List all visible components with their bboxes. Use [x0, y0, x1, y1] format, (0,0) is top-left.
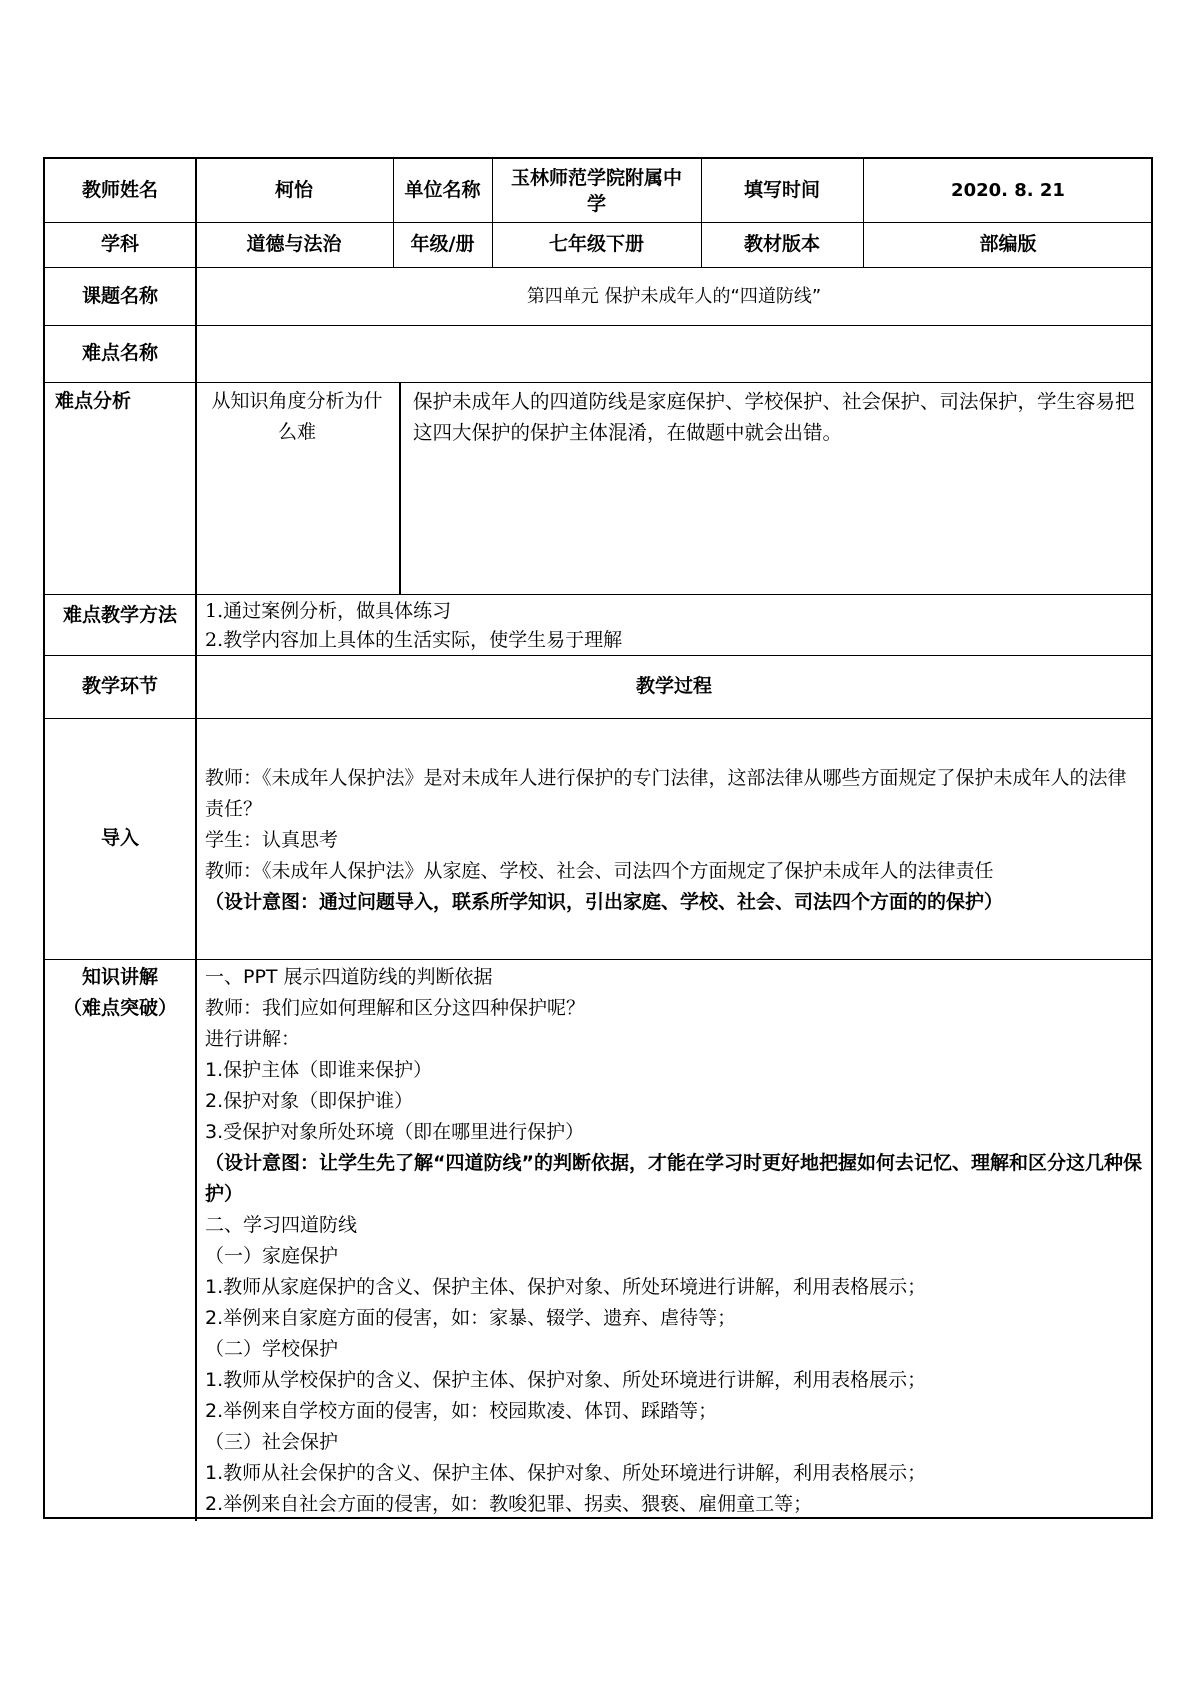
subject-value: 道德与法治 [246, 233, 342, 255]
knowledge-line: 进行讲解： [205, 1028, 301, 1050]
knowledge-line: 1.教师从社会保护的含义、保护主体、保护对象、所处环境进行讲解，利用表格展示； [205, 1462, 927, 1484]
intro-design-note: （设计意图：通过问题导入，联系所学知识，引出家庭、学校、社会、司法四个方面的的保护） [205, 891, 1004, 913]
difficulty-analysis-text: 保护未成年人的四道防线是家庭保护、学校保护、社会保护、司法保护，学生容易把这四大保护的保护主体混淆，在做题中就会出错。 [413, 390, 1135, 444]
teacher-name-label: 教师姓名 [81, 179, 158, 201]
teacher-name-value: 柯怡 [274, 179, 313, 201]
method-line-2: 2.教学内容加上具体的生活实际，使学生易于理解 [205, 629, 623, 651]
date-value: 2020. 8. 21 [951, 180, 1065, 201]
knowledge-line: 2.举例来自家庭方面的侵害，如：家暴、辍学、遗弃、虐待等； [205, 1307, 737, 1329]
difficulty-analysis-sublabel: 从知识角度分析为什么难 [211, 390, 383, 443]
intro-line-2: 学生：认真思考 [205, 829, 339, 851]
intro-line-3: 教师：《未成年人保护法》从家庭、学校、社会、司法四个方面规定了保护未成年人的法律责任 [205, 860, 994, 882]
grade-label: 年级/册 [410, 233, 475, 255]
intro-content [195, 718, 1153, 959]
intro-label: 导入 [100, 827, 139, 849]
knowledge-line: 1.教师从学校保护的含义、保护主体、保护对象、所处环境进行讲解，利用表格展示； [205, 1369, 927, 1391]
grade-value: 七年级下册 [548, 233, 644, 255]
date-label: 填写时间 [743, 179, 820, 201]
knowledge-line: （三）社会保护 [205, 1431, 339, 1453]
process-header-value: 教学过程 [635, 675, 712, 697]
knowledge-line: （一）家庭保护 [205, 1245, 339, 1267]
knowledge-line: 一、PPT 展示四道防线的判断依据 [205, 966, 493, 988]
unit-value: 玉林师范学院附属中学 [510, 166, 682, 215]
method-content [195, 594, 1153, 655]
intro-line-1: 教师：《未成年人保护法》是对未成年人进行保护的专门法律，这部法律从哪些方面规定了保护未成年人的法律责任？ [205, 767, 1127, 820]
knowledge-label-line2: （难点突破） [62, 997, 177, 1019]
knowledge-label [45, 959, 195, 1519]
knowledge-content [195, 959, 1153, 1519]
knowledge-line: （二）学校保护 [205, 1338, 339, 1360]
method-label: 难点教学方法 [62, 603, 177, 626]
unit-label: 单位名称 [404, 179, 481, 201]
edition-label: 教材版本 [743, 233, 820, 255]
difficulty-name-value [195, 325, 1153, 382]
edition-value: 部编版 [979, 233, 1037, 255]
knowledge-design-note: （设计意图：让学生先了解“四道防线”的判断依据，才能在学习时更好地把握如何去记忆、理解和区分这几种保护） [205, 1152, 1142, 1205]
subject-label: 学科 [100, 233, 139, 255]
method-line-1: 1.通过案例分析，做具体练习 [205, 600, 452, 622]
difficulty-analysis-label: 难点分析 [55, 390, 132, 412]
lesson-plan-table [43, 157, 1153, 1519]
knowledge-label-line1: 知识讲解 [81, 966, 158, 988]
knowledge-line: 1.教师从家庭保护的含义、保护主体、保护对象、所处环境进行讲解，利用表格展示； [205, 1276, 927, 1298]
knowledge-line: 1.保护主体（即谁来保护） [205, 1059, 433, 1081]
difficulty-name-label: 难点名称 [81, 342, 158, 364]
knowledge-line: 3.受保护对象所处环境（即在哪里进行保护） [205, 1121, 585, 1143]
knowledge-line: 2.举例来自社会方面的侵害，如：教唆犯罪、拐卖、猥亵、雇佣童工等； [205, 1493, 813, 1515]
knowledge-line: 2.保护对象（即保护谁） [205, 1090, 414, 1112]
knowledge-line: 二、学习四道防线 [205, 1214, 358, 1236]
process-stage-label: 教学环节 [81, 675, 158, 697]
knowledge-line: 教师：我们应如何理解和区分这四种保护呢？ [205, 997, 586, 1019]
topic-value: 第四单元 保护未成年人的“四道防线” [526, 285, 822, 307]
topic-label: 课题名称 [81, 284, 158, 307]
knowledge-line: 2.举例来自学校方面的侵害，如：校园欺凌、体罚、踩踏等； [205, 1400, 718, 1422]
